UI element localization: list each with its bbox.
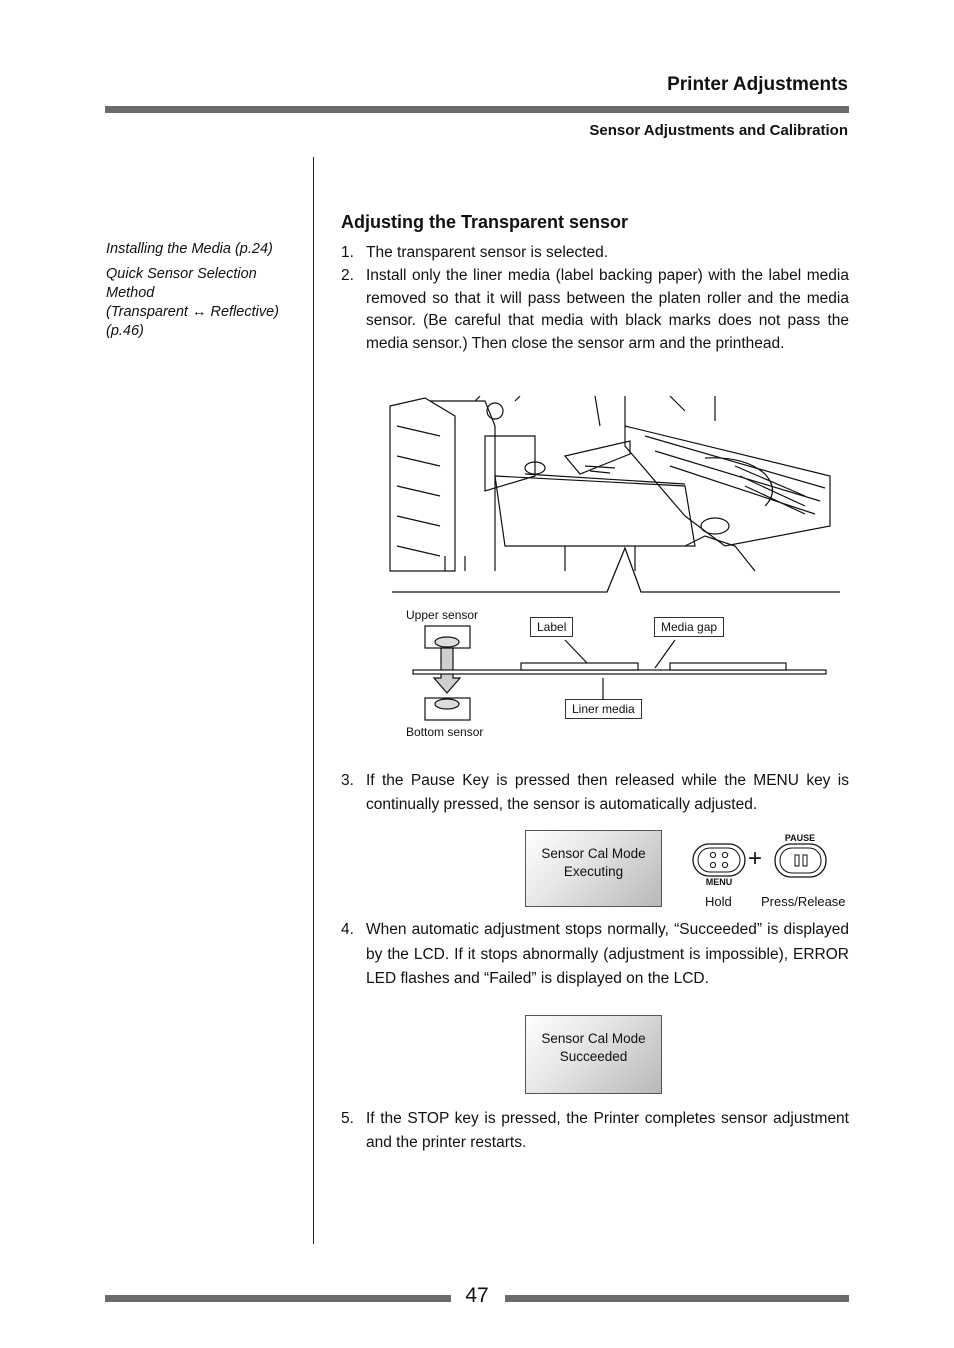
- press-release-caption: Press/Release: [761, 894, 846, 909]
- header-title: Printer Adjustments: [667, 74, 848, 95]
- sidebar-ref-line: Method: [106, 285, 155, 301]
- pause-key-icon[interactable]: [774, 843, 827, 879]
- lcd-line: Sensor Cal Mode: [541, 846, 646, 861]
- step-number: 3.: [341, 772, 354, 789]
- lcd-display-executing: [525, 830, 662, 907]
- menu-key-icon[interactable]: [692, 842, 747, 880]
- printer-illustration: [385, 396, 841, 596]
- lcd-display-succeeded: [525, 1015, 662, 1094]
- menu-key-label: MENU: [705, 877, 733, 887]
- lcd-line: Executing: [563, 864, 624, 879]
- step-text: If the STOP key is pressed, the Printer completes sensor adjustment and the printer restarts.: [366, 1110, 849, 1151]
- media-gap-callout: Media gap: [654, 617, 724, 637]
- sidebar-ref-line: Quick Sensor Selection: [106, 266, 257, 282]
- step-number: 5.: [341, 1110, 354, 1127]
- step-number: 2.: [341, 267, 354, 284]
- step-1: [341, 242, 849, 265]
- column-divider: [313, 157, 314, 1244]
- lcd-line: Succeeded: [559, 1049, 628, 1064]
- step-number: 1.: [341, 244, 354, 261]
- lcd-line: Sensor Cal Mode: [541, 1031, 646, 1046]
- step-2: [341, 265, 849, 355]
- plus-sign: +: [748, 845, 763, 872]
- header-subtitle: Sensor Adjustments and Calibration: [589, 122, 848, 139]
- liner-media-callout: Liner media: [565, 699, 642, 719]
- footer-rule-right: [505, 1295, 849, 1302]
- step-text: If the Pause Key is pressed then released while the MENU key is continually pressed, the sensor is automatically adjusted.: [366, 772, 849, 813]
- page-number: 47: [465, 1284, 489, 1307]
- step-number: 4.: [341, 921, 354, 938]
- footer-rule-left: [105, 1295, 451, 1302]
- header-rule: [105, 106, 849, 113]
- upper-sensor-label: Upper sensor: [406, 608, 479, 622]
- sidebar-ref-line: (p.46): [106, 323, 144, 339]
- step-3: [341, 769, 849, 817]
- step-text: The transparent sensor is selected.: [366, 244, 609, 261]
- step-text: When automatic adjustment stops normally, “Succeeded” is displayed by the LCD. If it stops abnormally (adjustment is impossible), ERROR LED flashes and “Failed” is displayed on the LCD.: [366, 921, 849, 987]
- hold-caption: Hold: [705, 894, 732, 909]
- sidebar-ref-quick-sensor[interactable]: [106, 265, 306, 341]
- section-title: Adjusting the Transparent sensor: [341, 212, 629, 232]
- pause-key-label: PAUSE: [784, 833, 816, 843]
- step-4: [341, 918, 849, 992]
- sidebar-ref-installing-media[interactable]: Installing the Media (p.24): [106, 241, 273, 257]
- label-callout: Label: [530, 617, 573, 637]
- sidebar-ref-line: (Transparent ↔ Reflective): [106, 304, 279, 320]
- bottom-sensor-label: Bottom sensor: [406, 725, 484, 739]
- step-text: Install only the liner media (label backing paper) with the label media removed so that it will pass between the platen roller and the media sensor. (Be careful that media with black marks does not pass the media sensor.) Then close the sensor arm and the printhead.: [366, 267, 849, 352]
- step-5: [341, 1107, 849, 1155]
